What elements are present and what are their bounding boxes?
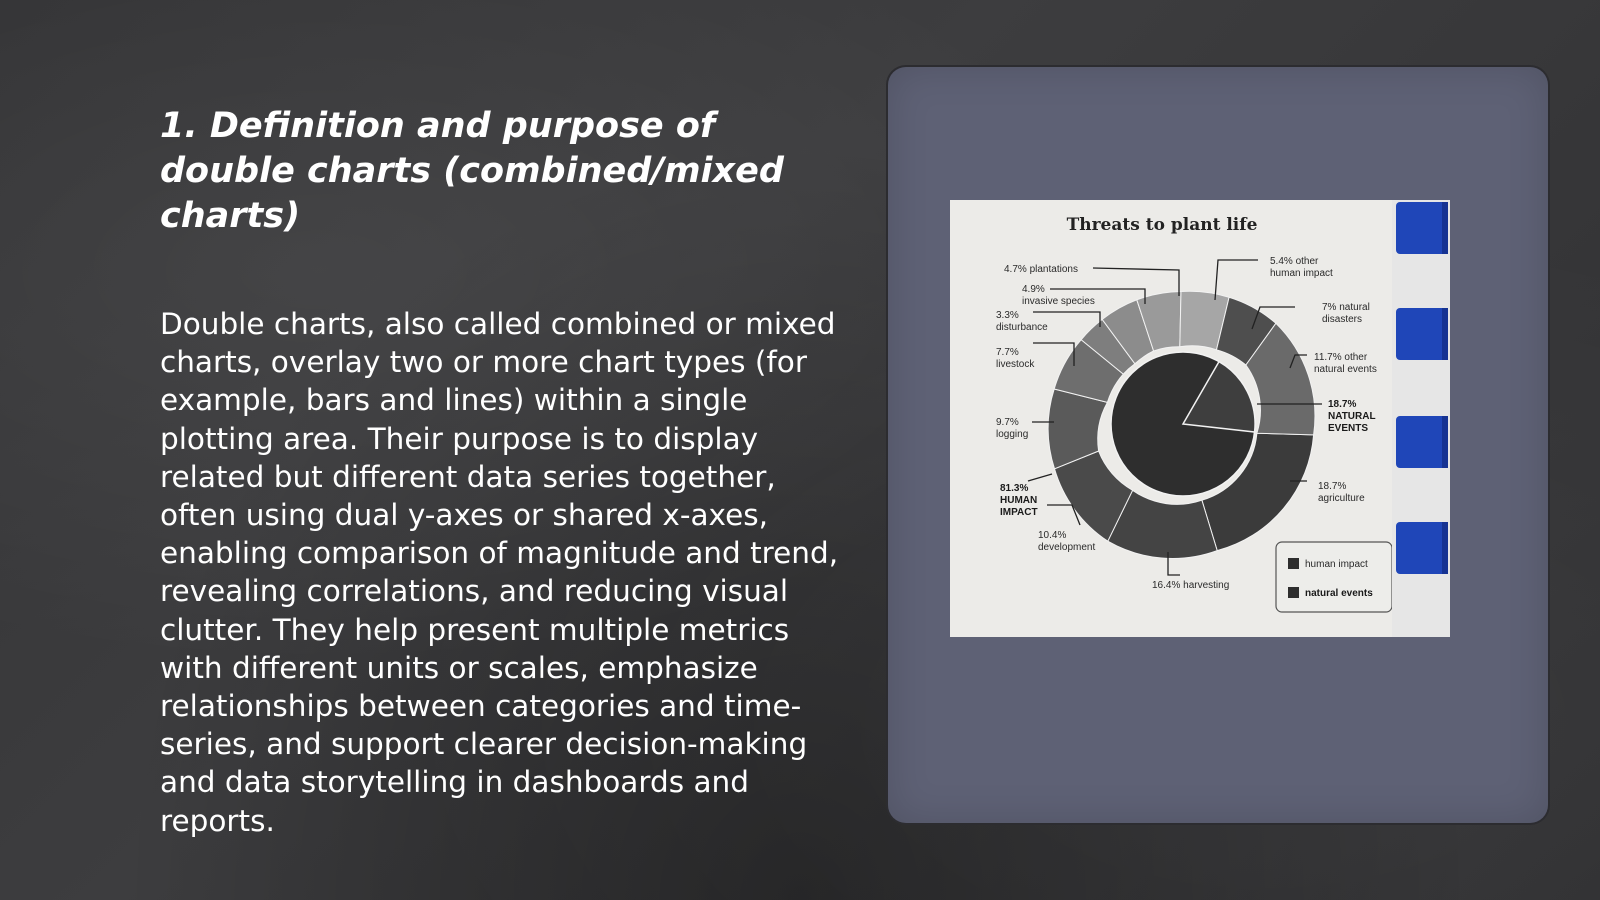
label-other-human-pct: 5.4% other <box>1270 256 1319 267</box>
label-human-total-pct: 81.3% <box>1000 483 1029 494</box>
label-livestock: livestock <box>996 359 1035 370</box>
label-logging: logging <box>996 429 1029 440</box>
blue-tab <box>1396 202 1448 254</box>
label-natural-total-pct: 18.7% <box>1328 399 1357 410</box>
slide-body-text: Double charts, also called combined or mixed charts, overlay two or more chart types (for example, bars and lines) within a single plotting area. Their purpose is to display related but different data series together, often using dual y-axes or shared x-axes, enabling comparison of magnitude and trend, revealing correlations, and reducing visual clutter. They help present multiple metrics with different units or scales, emphasize relationships between categories and time-series, and support clearer decision-making and data storytelling in dashboards and reports. <box>160 307 839 838</box>
label-disturbance-pct: 3.3% <box>996 310 1019 321</box>
label-disturbance: disturbance <box>996 322 1048 333</box>
label-other-natural-pct: 11.7% other <box>1314 352 1368 363</box>
label-natural-disasters: disasters <box>1322 314 1363 325</box>
legend-natural-events: natural events <box>1305 588 1373 599</box>
label-livestock-pct: 7.7% <box>996 347 1019 358</box>
label-harvesting: 16.4% harvesting <box>1152 580 1230 591</box>
blue-tab <box>1396 522 1448 574</box>
donut-chart-photo <box>950 200 1450 637</box>
label-logging-pct: 9.7% <box>996 417 1019 428</box>
label-development: development <box>1038 542 1096 553</box>
label-invasive-pct: 4.9% <box>1022 284 1045 295</box>
chart-photo <box>950 200 1450 637</box>
legend-swatch-natural <box>1288 587 1299 598</box>
label-invasive: invasive species <box>1022 296 1095 307</box>
label-agriculture: agriculture <box>1318 493 1365 504</box>
label-natural-total-1: NATURAL <box>1328 411 1376 422</box>
chart-photo-title: Threats to plant life <box>1066 215 1258 235</box>
label-plantations: 4.7% plantations <box>1004 264 1078 275</box>
label-agriculture-pct: 18.7% <box>1318 481 1347 492</box>
label-natural-disasters-pct: 7% natural <box>1322 302 1370 313</box>
legend-human-impact: human impact <box>1305 559 1368 570</box>
label-development-pct: 10.4% <box>1038 530 1067 541</box>
blue-tab <box>1396 308 1448 360</box>
chart-photo-legend <box>1276 542 1392 612</box>
label-other-human: human impact <box>1270 268 1333 279</box>
label-human-total-2: IMPACT <box>1000 507 1038 518</box>
label-natural-total-2: EVENTS <box>1328 423 1369 434</box>
label-human-total-1: HUMAN <box>1000 495 1038 506</box>
legend-swatch-human <box>1288 558 1299 569</box>
label-other-natural: natural events <box>1314 364 1377 375</box>
slide-title: 1. Definition and purpose of double charts (combined/mixed charts) <box>160 106 784 236</box>
blue-tab <box>1396 416 1448 468</box>
